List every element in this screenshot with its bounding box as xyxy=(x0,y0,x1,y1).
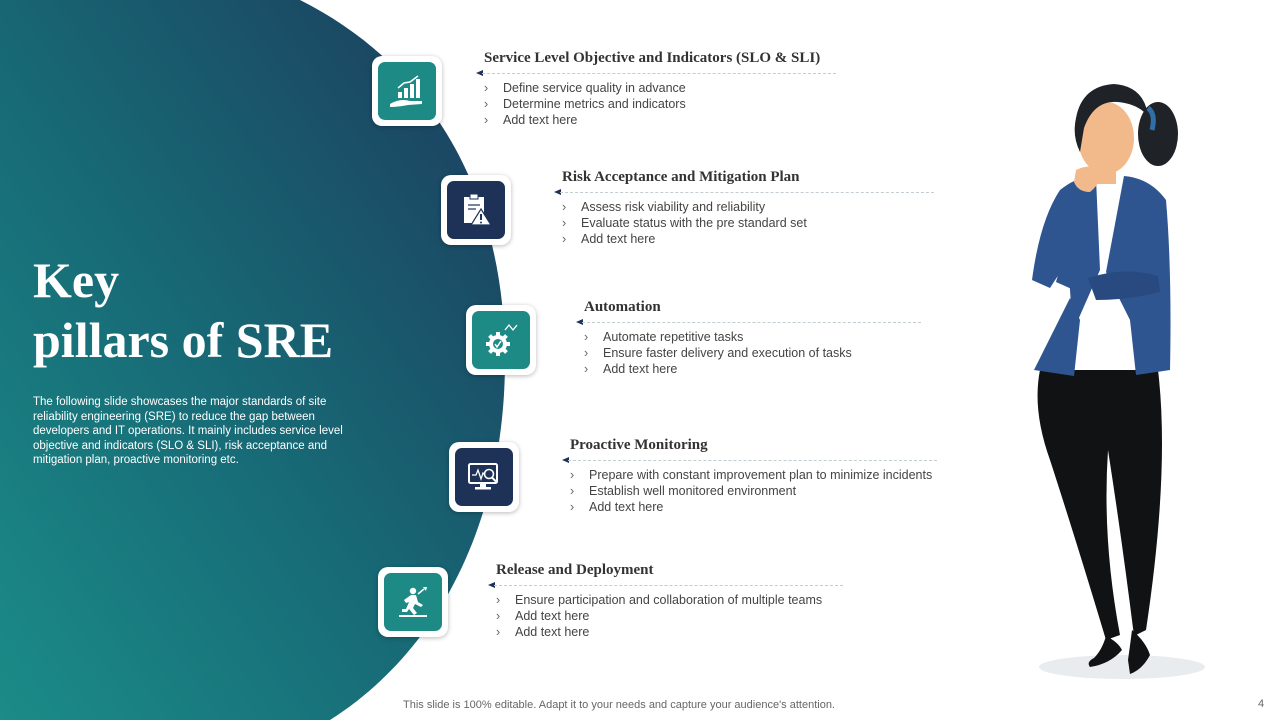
pillar-item-release xyxy=(488,562,843,640)
pillar-connector xyxy=(554,189,934,197)
pillar-connector xyxy=(576,319,921,327)
list-item: › Ensure participation and collaboration of multiple teams xyxy=(496,593,823,607)
list-item: › Add text here xyxy=(584,362,678,376)
list-item: › Add text here xyxy=(484,113,578,127)
list-item: › Evaluate status with the pre standard set xyxy=(562,216,807,230)
pillar-title: Risk Acceptance and Mitigation Plan xyxy=(562,169,800,185)
slide-description: The following slide showcases the major standards of site reliability engineering (SRE) to reduce the gap between developers and IT operations. It mainly includes service level objective and indicators (SLO & SLI), risk acceptance and mitigation plan, proactive monitoring etc. xyxy=(33,396,343,466)
monitor-search-icon xyxy=(466,461,502,493)
automation-gear-icon xyxy=(483,322,519,358)
pillar-connector xyxy=(562,457,937,465)
list-item: › Automate repetitive tasks xyxy=(584,330,744,344)
list-item: › Establish well monitored environment xyxy=(570,484,797,498)
title-line-1: Key xyxy=(33,252,120,308)
title-line-2: pillars of SRE xyxy=(33,312,334,368)
list-item: › Ensure faster delivery and execution of tasks xyxy=(584,346,852,360)
list-item: › Add text here xyxy=(562,232,656,246)
list-item: › Add text here xyxy=(496,609,590,623)
deployment-runner-icon xyxy=(396,585,430,619)
pillar-connector xyxy=(476,70,836,78)
pillar-title: Proactive Monitoring xyxy=(570,437,708,453)
growth-chart-icon xyxy=(388,74,426,108)
pillar-item-automation xyxy=(576,299,921,377)
pillar-bullets xyxy=(570,467,937,515)
pillar-title: Release and Deployment xyxy=(496,562,654,578)
page-number: 4 xyxy=(1258,698,1265,710)
list-item: › Define service quality in advance xyxy=(484,81,686,95)
pillar-connector xyxy=(488,582,843,590)
thinking-woman-illustration xyxy=(1010,70,1230,690)
pillar-bullets xyxy=(584,329,921,377)
slide-title xyxy=(33,250,393,370)
pillar-item-risk xyxy=(554,169,934,247)
pillar-title: Service Level Objective and Indicators (SLO & SLI) xyxy=(484,50,821,66)
pillar-item-monitoring xyxy=(562,437,937,515)
pillar-bullets xyxy=(562,199,934,247)
pillar-bullets xyxy=(496,592,843,640)
pillar-icon-tile-release xyxy=(378,567,448,637)
pillar-title: Automation xyxy=(584,299,661,315)
pillar-icon-tile-slo xyxy=(372,56,442,126)
list-item: › Add text here xyxy=(570,500,664,514)
list-item: › Prepare with constant improvement plan to minimize incidents xyxy=(570,468,933,482)
risk-clipboard-icon xyxy=(460,193,492,227)
list-item: › Add text here xyxy=(496,625,590,639)
pillar-icon-tile-monitoring xyxy=(449,442,519,512)
pillar-item-slo xyxy=(476,50,836,128)
pillar-icon-tile-risk xyxy=(441,175,511,245)
list-item: › Assess risk viability and reliability xyxy=(562,200,766,214)
pillar-icon-tile-automation xyxy=(466,305,536,375)
list-item: › Determine metrics and indicators xyxy=(484,97,686,111)
pillar-bullets xyxy=(484,80,836,128)
footer-note: This slide is 100% editable. Adapt it to your needs and capture your audience's attention. xyxy=(403,699,835,711)
